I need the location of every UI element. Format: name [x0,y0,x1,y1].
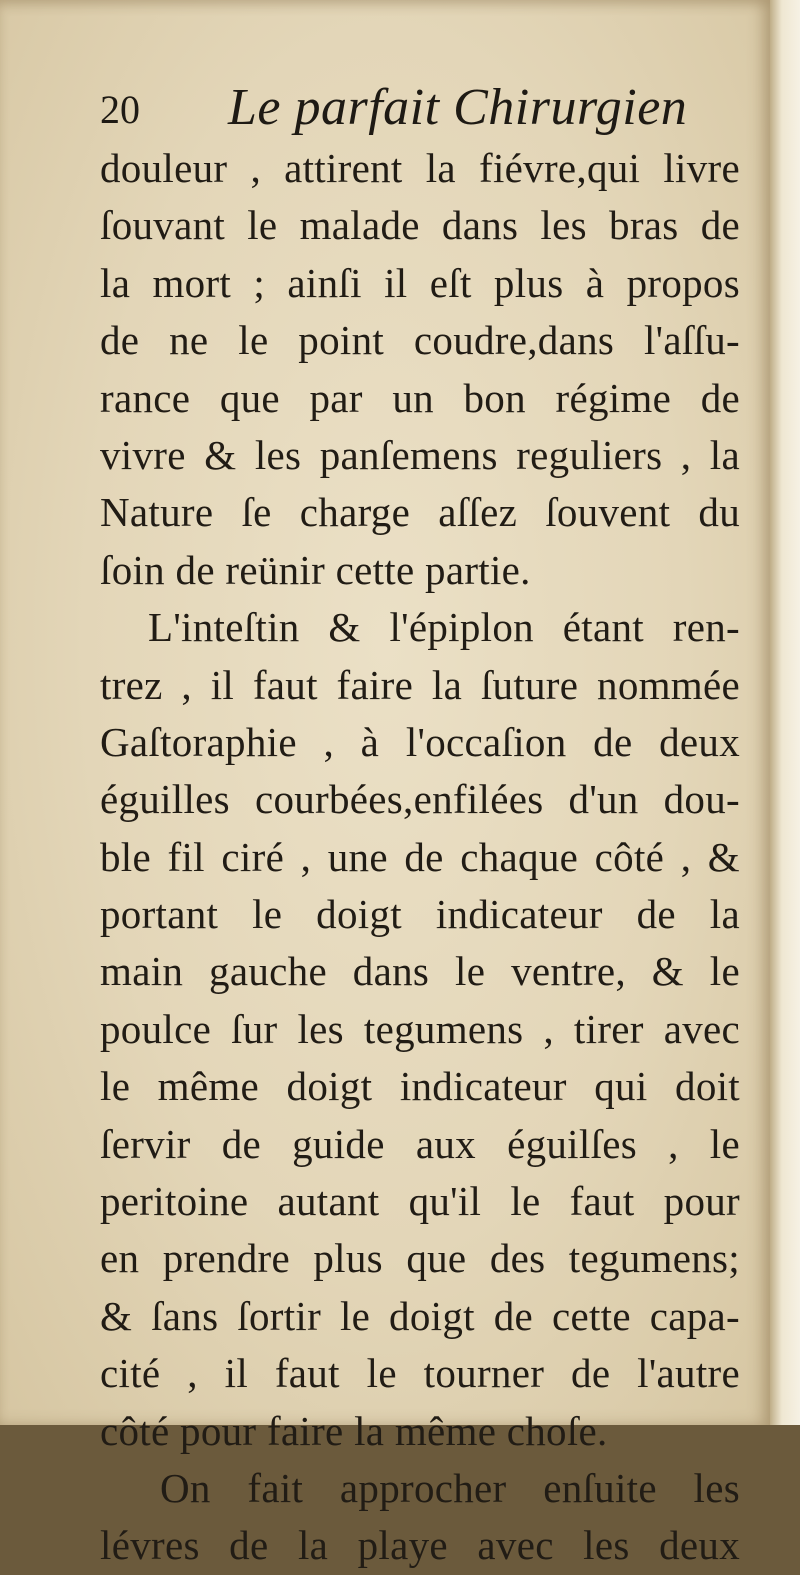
text-line: de ne le point coudre,dans l'aſſu- [100,317,740,364]
text-line: L'inteſtin & l'épiplon étant ren- [148,604,740,651]
text-line: la mort ; ainſi il eſt plus à propos [100,259,740,306]
running-title: Le parfait Chirurgien [228,79,688,136]
text-line: Gaſtoraphie , à l'occaſion de deux [100,718,740,765]
text-line: en prendre plus que des tegumens; [100,1235,740,1282]
text-line: éguilles courbées,enfilées d'un dou- [100,776,740,823]
text-line: peritoine autant qu'il le faut pour [100,1178,740,1225]
text-line: ſervir de guide aux éguilſes , le [100,1120,740,1167]
text-line: cité , il faut le tourner de l'autre [100,1350,740,1397]
page-edge [770,0,800,1425]
text-line: portant le doigt indicateur de la [100,891,740,938]
page-header [100,78,720,140]
text-line: Nature ſe charge aſſez ſouvent du [100,489,740,536]
text-line: On fait approcher enſuite les [160,1464,740,1511]
text-line: lévres de la playe avec les deux [100,1522,740,1569]
body-text [100,140,740,1575]
text-line: le même doigt indicateur qui doit [100,1063,740,1110]
text-line: & ſans ſortir le doigt de cette capa- [100,1292,740,1339]
text-line: rance que par un bon régime de [100,374,740,421]
text-line: ſouvant le malade dans les bras de [100,202,740,249]
text-line: douleur , attirent la fiévre,qui livre [100,145,740,191]
page-number: 20 [100,87,140,132]
text-line: main gauche dans le ventre, & le [100,948,740,995]
text-line: trez , il faut faire la ſuture nommée [100,661,740,708]
text-line: vivre & les panſemens reguliers , la [100,431,740,478]
text-line: ble fil ciré , une de chaque côté , & [100,833,740,880]
text-line: poulce ſur les tegumens , tirer avec [100,1005,740,1052]
text-line: ſoin de reünir cette partie. [100,546,531,593]
text-line: côté pour faire la même choſe. [100,1407,608,1454]
